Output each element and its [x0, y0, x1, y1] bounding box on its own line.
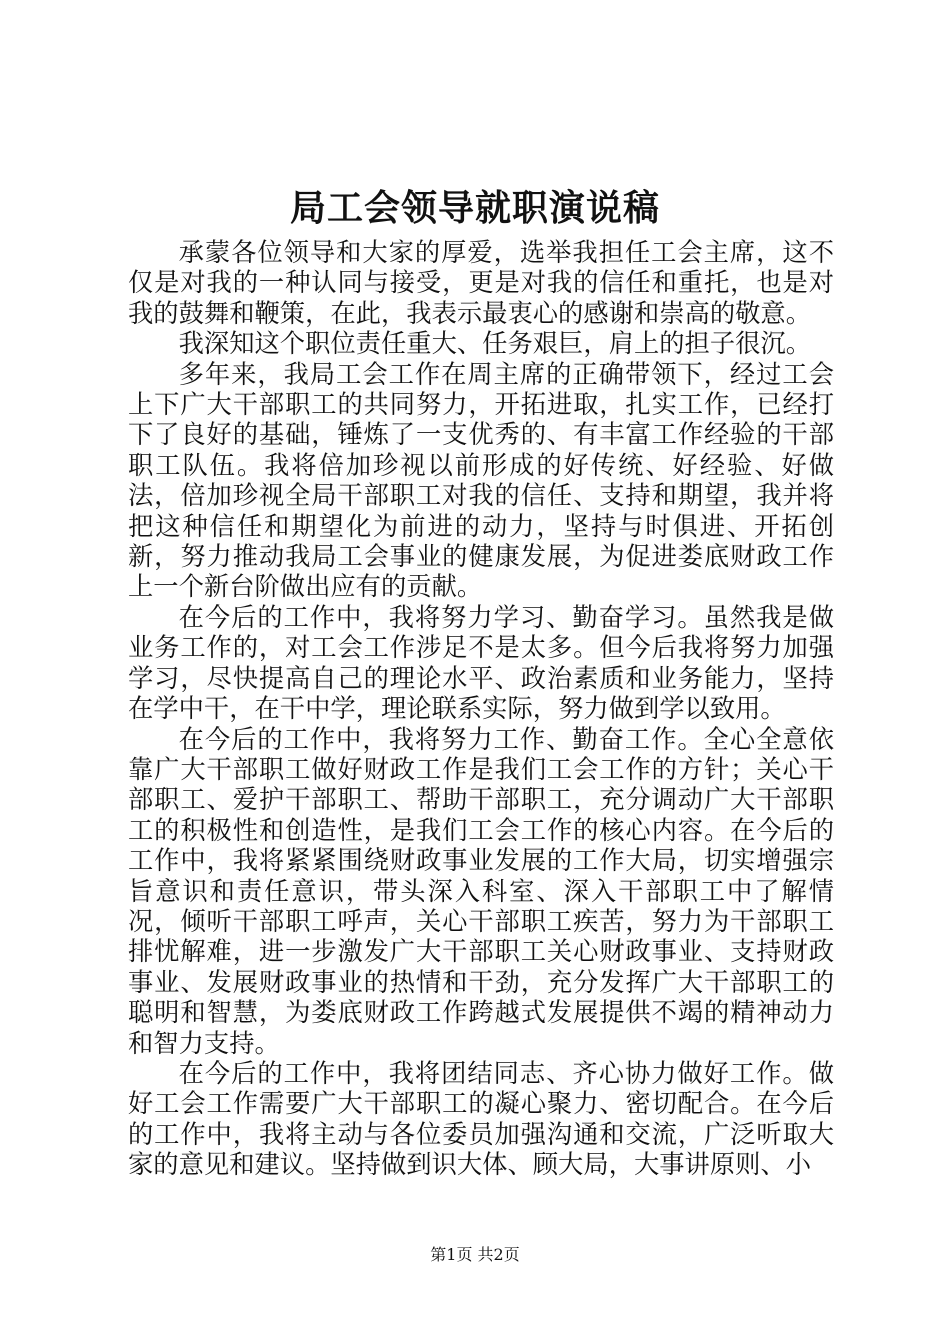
paragraph: 在今后的工作中，我将努力学习、勤奋学习。虽然我是做业务工作的，对工会工作涉足不是太多。但今后我将努力加强学习，尽快提高自己的理论水平、政治素质和业务能力，坚持在学中干，在干中学，理论联系实际，努力做到学以致用。 [128, 602, 834, 724]
page-number-footer: 第1页 共2页 [430, 1245, 520, 1264]
paragraph: 我深知这个职位责任重大、任务艰巨，肩上的担子很沉。 [178, 329, 812, 359]
paragraph: 多年来，我局工会工作在周主席的正确带领下，经过工会上下广大干部职工的共同努力，开拓进取，扎实工作，已经打下了良好的基础，锤炼了一支优秀的、有丰富工作经验的干部职工队伍。我将倍加珍视以前形成的好传统、好经验、好做法，倍加珍视全局干部职工对我的信任、支持和期望，我并将把这种信任和期望化为前进的动力，坚持与时俱进、开拓创新，努力推动我局工会事业的健康发展，为促进娄底财政工作上一个新台阶做出应有的贡献。 [128, 359, 834, 602]
document-body [128, 238, 834, 1181]
paragraph: 承蒙各位领导和大家的厚爱，选举我担任工会主席，这不仅是对我的一种认同与接受，更是对我的信任和重托，也是对我的鼓舞和鞭策，在此，我表示最衷心的感谢和崇高的敬意。 [128, 238, 834, 328]
paragraph: 在今后的工作中，我将努力工作、勤奋工作。全心全意依靠广大干部职工做好财政工作是我们工会工作的方针；关心干部职工、爱护干部职工、帮助干部职工，充分调动广大干部职工的积极性和创造性，是我们工会工作的核心内容。在今后的工作中，我将紧紧围绕财政事业发展的工作大局，切实增强宗旨意识和责任意识，带头深入科室、深入干部职工中了解情况，倾听干部职工呼声，关心干部职工疾苦，努力为干部职工排忧解难，进一步激发广大干部职工关心财政事业、支持财政事业、发展财政事业的热情和干劲，充分发挥广大干部职工的聪明和智慧，为娄底财政工作跨越式发展提供不竭的精神动力和智力支持。 [128, 724, 834, 1058]
paragraph: 在今后的工作中，我将团结同志、齐心协力做好工作。做好工会工作需要广大干部职工的凝心聚力、密切配合。在今后的工作中，我将主动与各位委员加强沟通和交流，广泛听取大家的意见和建议。坚持做到识大体、顾大局，大事讲原则、小 [128, 1058, 834, 1180]
document-title: 局工会领导就职演说稿 [289, 187, 660, 229]
